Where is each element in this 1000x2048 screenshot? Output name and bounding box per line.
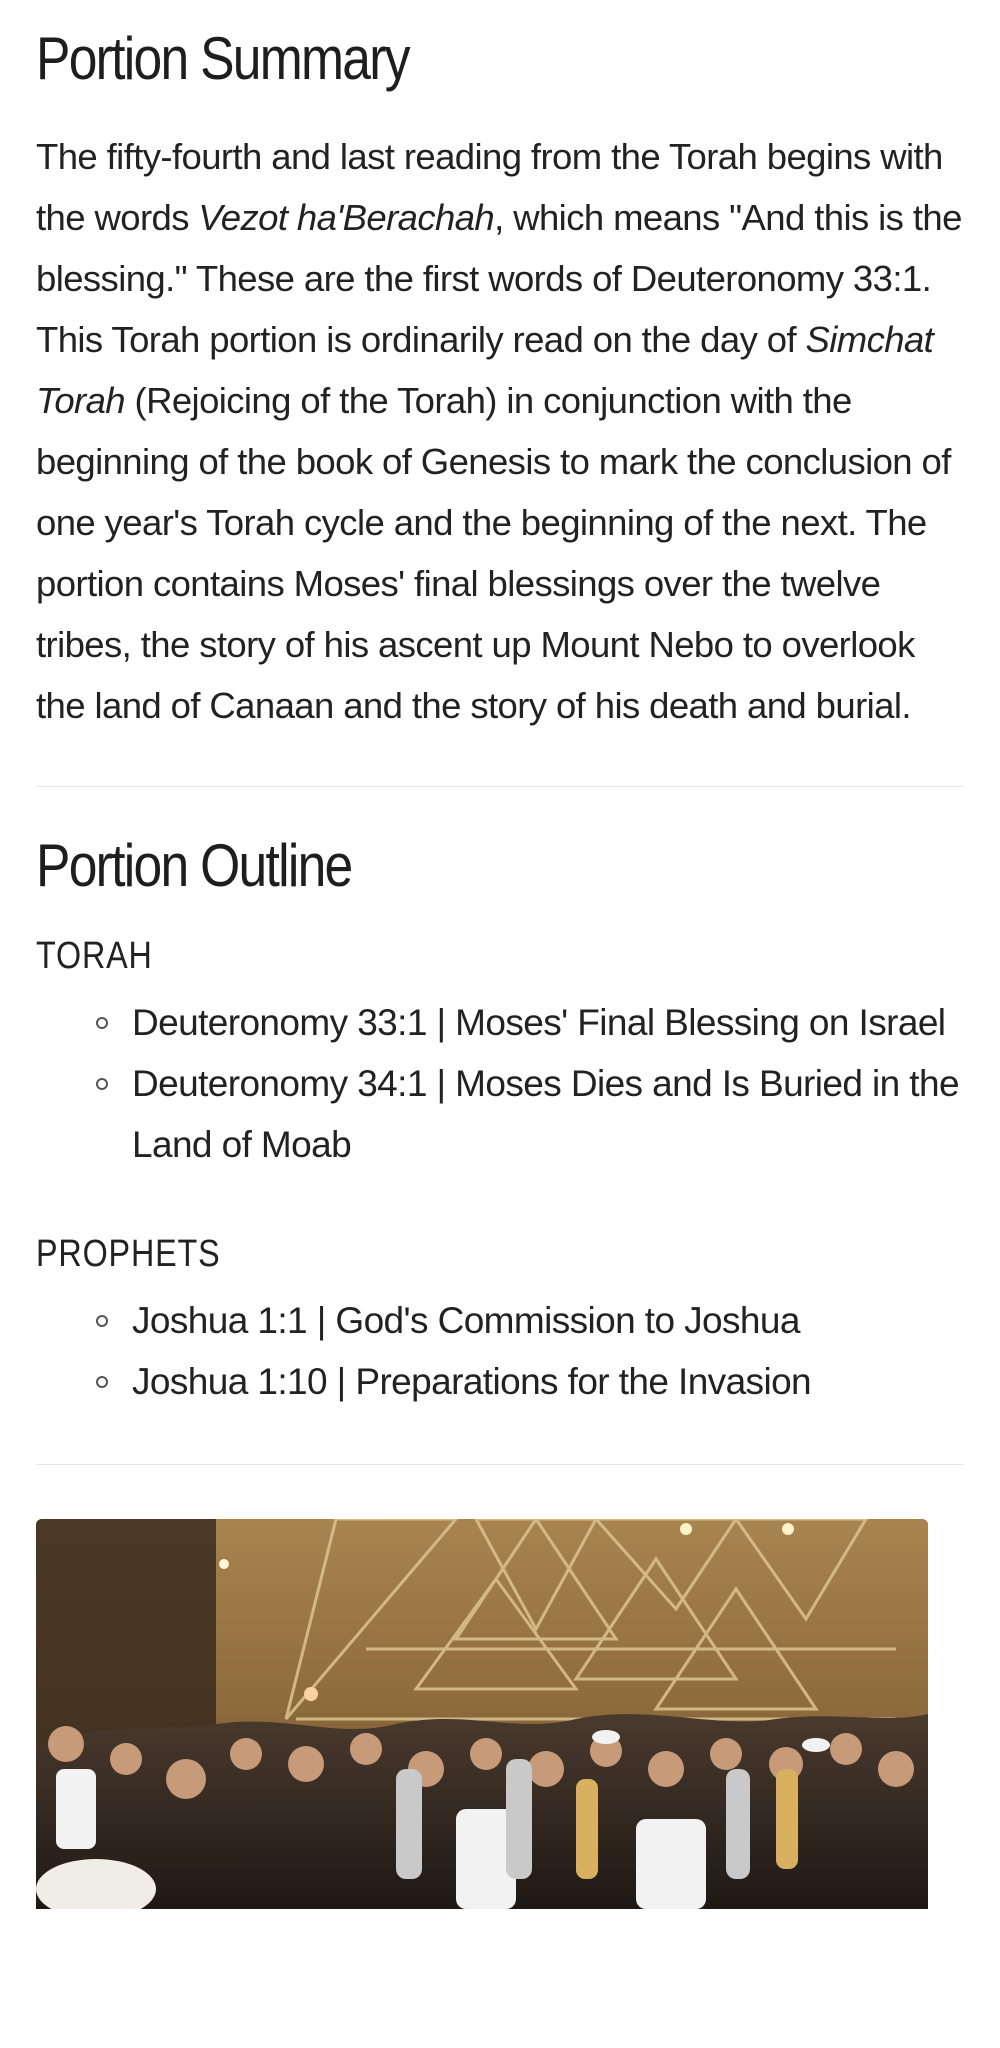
portion-outline-title: Portion Outline	[36, 832, 352, 899]
portion-outline-section	[36, 831, 964, 1412]
torah-label: TORAH	[36, 935, 153, 977]
outline-item-text[interactable]: Deuteronomy 33:1 | Moses' Final Blessing on Israel	[132, 1002, 946, 1043]
summary-emphasis-vezot: Vezot ha'Berachah	[198, 197, 495, 238]
list-item[interactable]	[132, 1351, 964, 1412]
prophets-list	[36, 1290, 964, 1412]
circle-bullet-icon	[96, 1078, 108, 1090]
outline-item-text[interactable]: Joshua 1:10 | Preparations for the Invasion	[132, 1361, 812, 1402]
prophets-label: PROPHETS	[36, 1233, 221, 1275]
outline-item-text[interactable]: Deuteronomy 34:1 | Moses Dies and Is Buried in the Land of Moab	[132, 1063, 959, 1165]
list-item[interactable]	[132, 1290, 964, 1351]
list-item[interactable]	[132, 1053, 964, 1175]
torah-list	[36, 992, 964, 1175]
portion-summary-text	[36, 126, 964, 736]
circle-bullet-icon	[96, 1017, 108, 1029]
list-item[interactable]	[132, 992, 964, 1053]
section-divider	[36, 786, 964, 787]
portion-summary-title: Portion Summary	[36, 25, 409, 92]
section-divider	[36, 1464, 964, 1465]
circle-bullet-icon	[96, 1315, 108, 1327]
summary-text-part-3: (Rejoicing of the Torah) in conjunction with the beginning of the book of Genesis to mark the conclusion of one year's Torah cycle and the beginning of the next. The portion contains Moses' final blessings over the twelve tribes, the story of his ascent up Mount Nebo to overlook the land of Canaan and the story of his death and burial.	[36, 380, 951, 726]
photo-illustration	[36, 1519, 928, 1909]
portion-summary-section	[36, 0, 964, 736]
summary-text-part-2: , which means "And this is the blessing." These are the first words of Deuteronomy 33:1. This Torah portion is ordinarily read on the day of	[36, 197, 962, 360]
circle-bullet-icon	[96, 1376, 108, 1388]
summary-text-part-1: The fifty-fourth and last reading from the Torah begins with the words	[36, 136, 943, 238]
summary-emphasis-simchat-torah: Simchat Torah	[36, 319, 934, 421]
outline-item-text[interactable]: Joshua 1:1 | God's Commission to Joshua	[132, 1300, 800, 1341]
simchat-torah-photo	[36, 1519, 928, 1909]
